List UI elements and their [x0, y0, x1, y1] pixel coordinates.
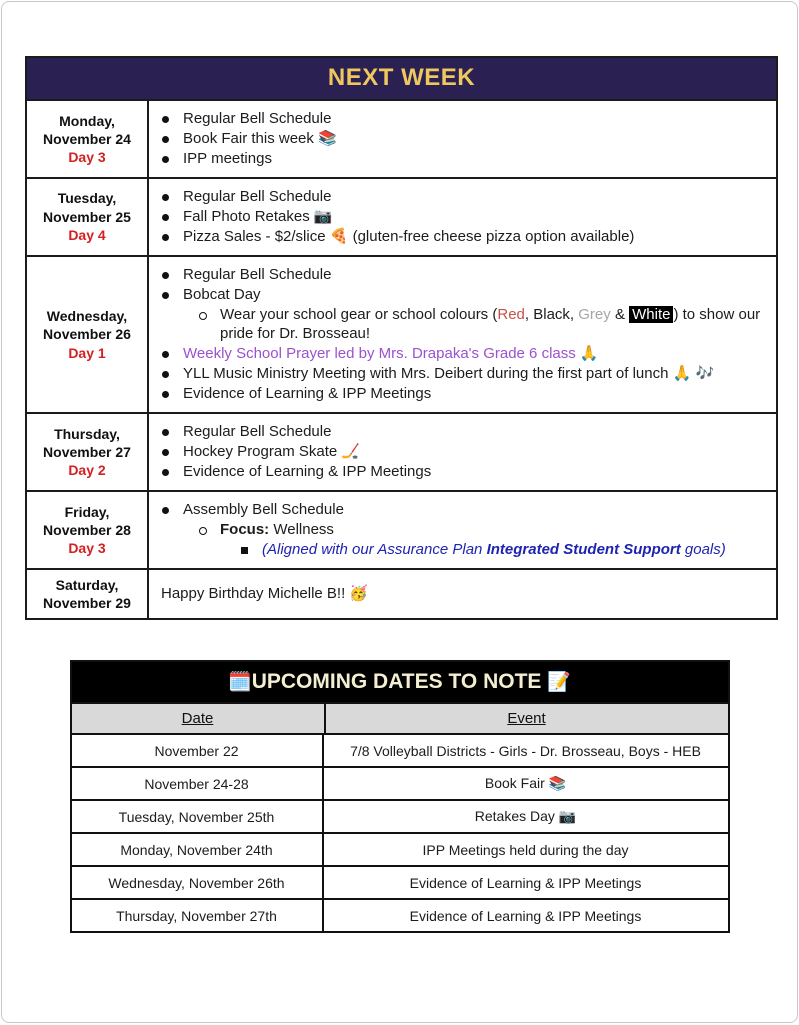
event-item — [149, 520, 768, 540]
bullet-icon — [162, 351, 169, 358]
event-text-segment: Book Fair this week 📚 — [183, 129, 337, 147]
bullet-marker — [162, 194, 183, 201]
event-text-segment: Fall Photo Retakes 📷 — [183, 207, 333, 225]
schedule-row — [27, 412, 776, 490]
event-text — [183, 384, 768, 404]
day-cell — [27, 257, 149, 413]
event-text-segment: Regular Bell Schedule — [183, 110, 332, 127]
event-text — [183, 364, 768, 384]
event-item — [149, 422, 768, 442]
upcoming-date-cell: Thursday, November 27th — [72, 900, 324, 931]
bullet-marker — [162, 469, 183, 476]
day-label: November 25 — [43, 208, 131, 225]
event-text — [183, 129, 768, 149]
event-text — [183, 442, 768, 462]
event-text — [183, 285, 768, 305]
event-text — [220, 305, 768, 345]
event-text — [183, 187, 768, 207]
event-text-segment: Grey — [578, 305, 611, 323]
event-text — [183, 462, 768, 482]
event-text-segment: Black — [533, 305, 570, 323]
event-text-segment: goals) — [680, 540, 726, 558]
event-text — [183, 344, 768, 364]
upcoming-date-cell: November 24-28 — [72, 768, 324, 799]
upcoming-column-headers — [72, 702, 728, 733]
events-cell — [149, 179, 776, 255]
event-text-segment: Assembly Bell Schedule — [183, 501, 344, 518]
event-text-segment: Weekly School Prayer led by Mrs. Drapaka's Grade 6 class 🙏 — [183, 345, 599, 363]
upcoming-date-cell: Wednesday, November 26th — [72, 867, 324, 898]
events-cell — [149, 414, 776, 490]
bullet-marker — [162, 214, 183, 221]
bullet-icon — [162, 156, 169, 163]
bullet-icon — [162, 469, 169, 476]
event-text-segment: ) to show our pride for Dr. Brosseau! — [220, 305, 761, 343]
bullet-icon — [162, 507, 169, 514]
schedule-row — [27, 255, 776, 413]
day-number: Day 1 — [68, 344, 106, 361]
event-text — [262, 540, 768, 560]
events-cell — [149, 570, 776, 618]
day-label: Saturday, — [55, 576, 119, 593]
upcoming-dates-header — [72, 662, 728, 702]
event-item — [149, 187, 768, 207]
schedule-row — [27, 177, 776, 255]
event-item — [149, 364, 768, 384]
event-item — [149, 344, 768, 364]
event-text-segment: (Aligned with our Assurance Plan — [262, 540, 487, 558]
event-text-segment: Red — [497, 305, 525, 323]
bullet-icon — [162, 116, 169, 123]
event-item — [149, 227, 768, 247]
day-label: November 26 — [43, 326, 131, 343]
event-text-segment: & — [610, 305, 630, 323]
bullet-icon — [162, 272, 169, 279]
event-item — [149, 462, 768, 482]
bullet-icon — [241, 547, 248, 554]
event-text-segment: Integrated Student Support — [486, 540, 681, 558]
event-text-segment: , — [569, 305, 579, 323]
bullet-marker — [162, 449, 183, 456]
upcoming-date-cell: Tuesday, November 25th — [72, 801, 324, 832]
bullet-marker — [199, 312, 220, 320]
events-cell — [149, 492, 776, 568]
day-label: Thursday, — [54, 425, 120, 442]
upcoming-row — [72, 799, 728, 832]
day-cell — [27, 492, 149, 568]
event-item — [149, 265, 768, 285]
event-column-header: Event — [507, 710, 546, 728]
bullet-icon — [162, 136, 169, 143]
newsletter-page — [1, 1, 798, 1023]
upcoming-event-cell: IPP Meetings held during the day — [422, 841, 629, 858]
bullet-marker — [162, 156, 183, 163]
day-cell — [27, 101, 149, 177]
event-text-segment: Happy Birthday Michelle B!! 🥳 — [161, 585, 369, 603]
date-column-header: Date — [72, 704, 326, 733]
upcoming-event-cell: Book Fair 📚 — [484, 775, 567, 792]
day-label: Friday, — [64, 503, 110, 520]
upcoming-rows — [72, 733, 728, 931]
schedule-row — [27, 99, 776, 177]
upcoming-row — [72, 733, 728, 766]
event-text-segment: White — [629, 306, 673, 323]
next-week-title: NEXT WEEK — [27, 58, 776, 99]
upcoming-date-cell: Monday, November 24th — [72, 834, 324, 865]
event-text-segment: Evidence of Learning & IPP Meetings — [183, 385, 432, 403]
next-week-rows — [27, 99, 776, 618]
day-number: Day 3 — [68, 149, 106, 165]
bullet-icon — [162, 371, 169, 378]
event-item — [149, 305, 768, 345]
day-label: Tuesday, — [57, 190, 117, 207]
event-item — [149, 285, 768, 305]
bullet-icon — [162, 391, 169, 398]
bullet-icon — [162, 449, 169, 456]
upcoming-row — [72, 865, 728, 898]
event-item — [149, 500, 768, 520]
bullet-marker — [162, 371, 183, 378]
day-label: November 24 — [43, 130, 131, 147]
upcoming-event-cell: Retakes Day 📷 — [474, 808, 577, 825]
schedule-row — [27, 490, 776, 568]
event-text-segment: Focus: — [220, 520, 270, 538]
day-cell — [27, 414, 149, 490]
bullet-icon — [199, 527, 207, 535]
event-text-segment: YLL Music Ministry Meeting with Mrs. Deibert during the first part of lunch 🙏 🎶 — [183, 365, 715, 383]
upcoming-event-cell: Evidence of Learning & IPP Meetings — [409, 874, 642, 891]
event-text-segment: IPP meetings — [183, 149, 272, 167]
bullet-icon — [199, 312, 207, 320]
day-number: Day 2 — [68, 462, 106, 479]
memo-icon: 📝 — [547, 672, 571, 694]
upcoming-dates-table — [70, 660, 730, 933]
schedule-row — [27, 568, 776, 618]
event-item — [149, 149, 768, 169]
day-cell — [27, 179, 149, 255]
event-text-segment: , — [524, 305, 534, 323]
bullet-marker — [162, 429, 183, 436]
next-week-table — [25, 56, 778, 620]
bullet-marker — [241, 547, 262, 554]
upcoming-row — [72, 898, 728, 931]
bullet-icon — [162, 234, 169, 241]
event-text-segment: Regular Bell Schedule — [183, 423, 332, 441]
calendar-icon: 🗓️ — [228, 672, 252, 694]
event-text — [183, 500, 768, 520]
upcoming-event-cell: 7/8 Volleyball Districts - Girls - Dr. Brosseau, Boys - HEB — [350, 742, 701, 759]
bullet-marker — [162, 391, 183, 398]
day-number: Day 4 — [68, 226, 106, 243]
event-item — [149, 129, 768, 149]
day-label: November 28 — [43, 521, 131, 538]
bullet-marker — [162, 116, 183, 123]
bullet-marker — [162, 234, 183, 241]
event-text-segment: Wear your school gear or school colours ( — [220, 305, 498, 323]
event-text-segment: Regular Bell Schedule — [183, 187, 332, 205]
upcoming-row — [72, 832, 728, 865]
day-number: Day 3 — [68, 540, 106, 556]
event-text-segment: Wellness — [269, 520, 334, 538]
event-item — [149, 584, 768, 604]
bullet-marker — [162, 292, 183, 299]
events-cell — [149, 101, 776, 177]
event-text — [183, 227, 768, 247]
bullet-icon — [162, 292, 169, 299]
event-text-segment: Regular Bell Schedule — [183, 265, 332, 283]
event-text — [220, 520, 768, 540]
bullet-marker — [199, 527, 220, 535]
day-label: Monday, — [59, 112, 115, 129]
event-text — [183, 109, 768, 129]
event-text-segment: Pizza Sales - $2/slice 🍕 (gluten-free cheese pizza option available) — [183, 227, 635, 245]
event-item — [149, 384, 768, 404]
event-item — [149, 109, 768, 129]
event-item — [149, 207, 768, 227]
bullet-marker — [162, 136, 183, 143]
event-item — [149, 442, 768, 462]
event-item — [149, 540, 768, 560]
upcoming-dates-title: UPCOMING DATES TO NOTE — [251, 670, 542, 694]
day-label: November 29 — [43, 595, 131, 611]
event-text — [183, 265, 768, 285]
day-label: Wednesday, — [46, 308, 128, 325]
bullet-marker — [162, 351, 183, 358]
event-text — [183, 207, 768, 227]
bullet-marker — [162, 507, 183, 514]
upcoming-event-cell: Evidence of Learning & IPP Meetings — [409, 907, 642, 924]
event-text — [183, 422, 768, 442]
bullet-icon — [162, 214, 169, 221]
upcoming-date-cell: November 22 — [72, 735, 324, 766]
bullet-marker — [162, 272, 183, 279]
event-text-segment: Hockey Program Skate 🏒 — [183, 443, 361, 461]
event-text-segment: Bobcat Day — [183, 285, 261, 303]
day-label: November 27 — [43, 444, 131, 460]
bullet-icon — [162, 194, 169, 201]
event-text — [161, 584, 768, 604]
event-text-segment: Evidence of Learning & IPP Meetings — [183, 463, 432, 481]
upcoming-row — [72, 766, 728, 799]
events-cell — [149, 257, 776, 413]
day-cell — [27, 570, 149, 618]
bullet-icon — [162, 429, 169, 436]
event-text — [183, 149, 768, 169]
